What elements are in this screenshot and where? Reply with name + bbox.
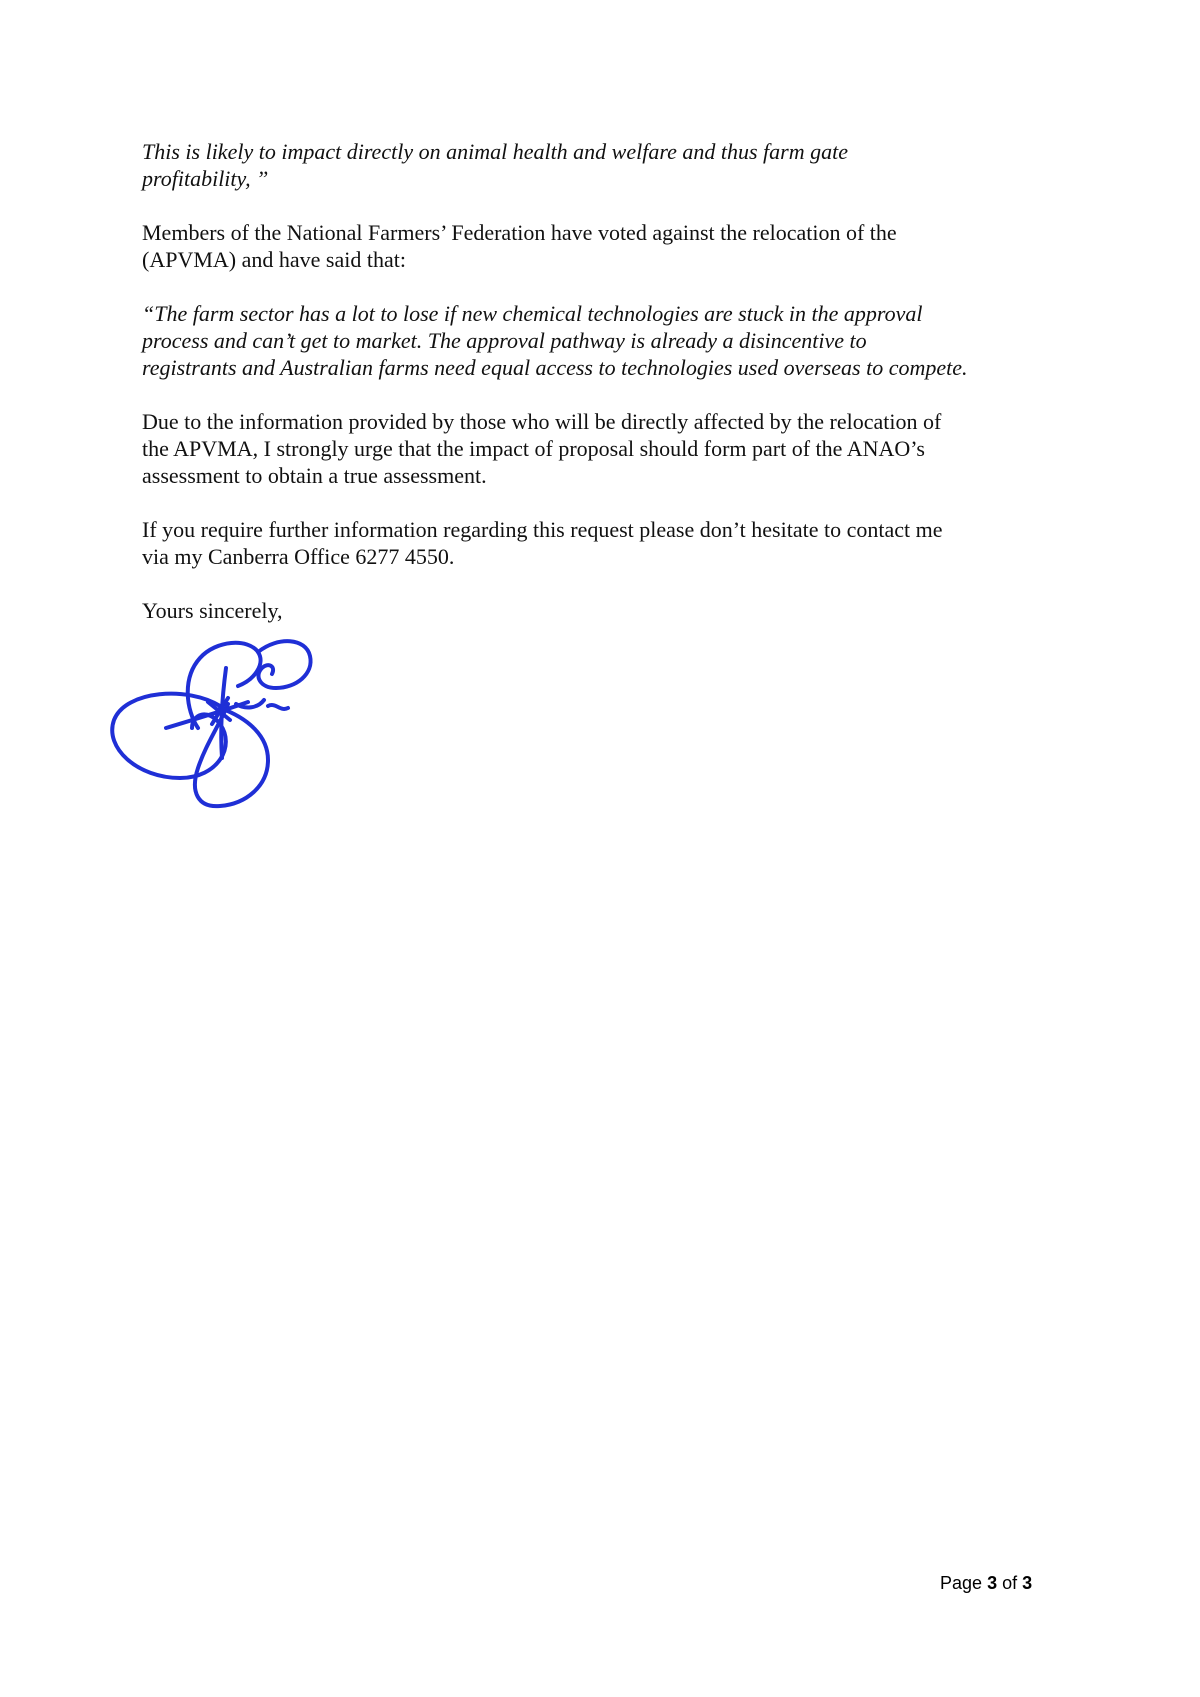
quote-line: process and can’t get to market. The approval pathway is already a disincentive to (142, 328, 867, 353)
page-total-number: 3 (1022, 1573, 1033, 1593)
page-of-label: of (1002, 1573, 1018, 1593)
paragraph-contact (142, 516, 1062, 570)
page-label: Page (940, 1573, 983, 1593)
page-current-number: 3 (987, 1573, 998, 1593)
quote-animal-health (142, 138, 1062, 192)
paragraph-nff-members (142, 219, 1062, 273)
closing-salutation: Yours sincerely, (142, 598, 283, 623)
handwritten-signature (108, 628, 338, 818)
quote-line: This is likely to impact directly on animal health and welfare and thus farm gate (142, 139, 848, 164)
paragraph-line: (APVMA) and have said that: (142, 247, 406, 272)
quote-farm-sector (142, 300, 1062, 381)
signature-drawing (108, 628, 338, 818)
paragraph-urge-assessment (142, 408, 1062, 489)
paragraph-line: via my Canberra Office 6277 4550. (142, 544, 455, 569)
quote-line: registrants and Australian farms need equal access to technologies used overseas to compete. (142, 355, 968, 380)
letter-body (142, 138, 1062, 624)
page-number-footer (940, 1573, 1032, 1594)
paragraph-line: Members of the National Farmers’ Federation have voted against the relocation of the (142, 220, 897, 245)
paragraph-line: assessment to obtain a true assessment. (142, 463, 487, 488)
paragraph-line: the APVMA, I strongly urge that the impact of proposal should form part of the ANAO’s (142, 436, 925, 461)
quote-line: “The farm sector has a lot to lose if new chemical technologies are stuck in the approval (142, 301, 923, 326)
quote-line: profitability, ” (142, 166, 269, 191)
paragraph-line: If you require further information regarding this request please don’t hesitate to contact me (142, 517, 943, 542)
paragraph-line: Due to the information provided by those who will be directly affected by the relocation of (142, 409, 942, 434)
